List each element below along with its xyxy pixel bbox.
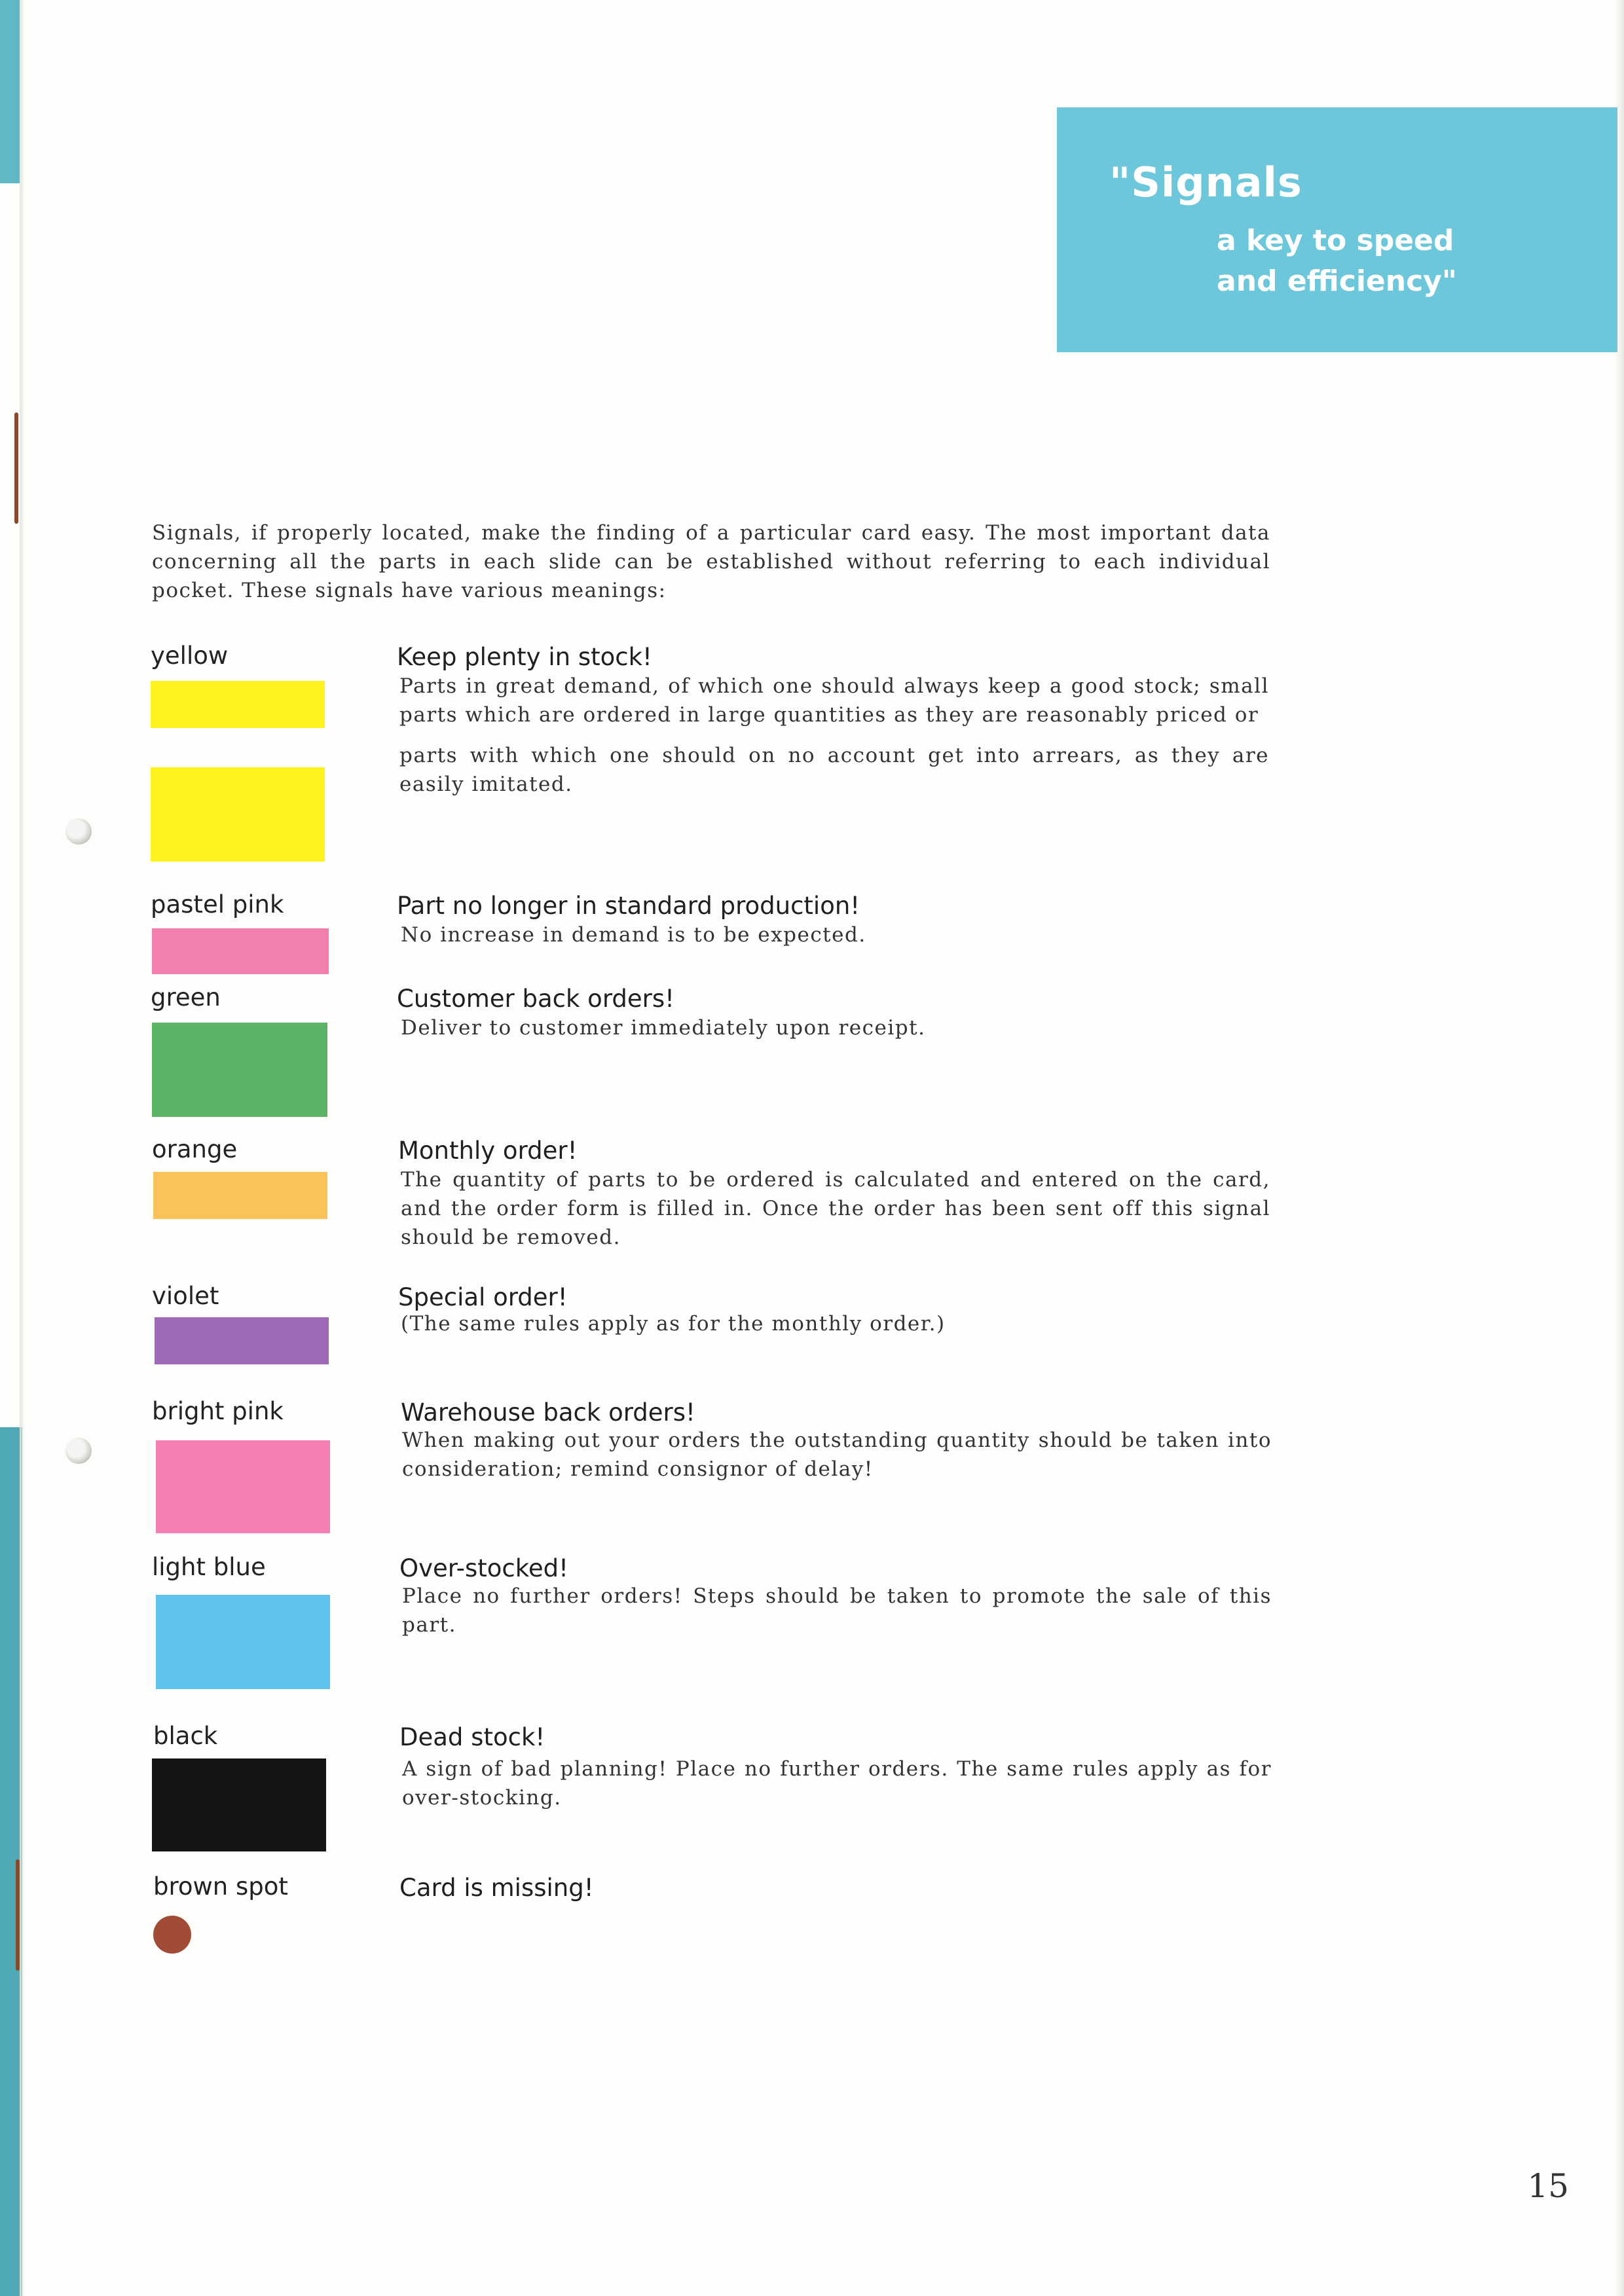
signal-heading-brown-spot: Card is missing!: [399, 1874, 594, 1902]
banner-subtitle-line1: a key to speed: [1217, 224, 1454, 257]
signal-heading-bright-pink: Warehouse back orders!: [401, 1398, 695, 1427]
swatch-brown-spot: [153, 1916, 191, 1954]
page-binding-shadow: [20, 0, 25, 2296]
signal-label-bright-pink: bright pink: [152, 1397, 284, 1425]
signal-text-pastel-pink: No increase in demand is to be expected.: [401, 923, 866, 947]
signal-label-brown-spot: brown spot: [153, 1872, 288, 1901]
signal-text-light-blue: Place no further orders! Steps should be taken to promote the sale of this part.: [402, 1584, 1272, 1637]
signal-heading-violet: Special order!: [398, 1283, 568, 1311]
signal-text-yellow-cont: parts with which one should on no account get into arrears, as they are easily imitated.: [399, 744, 1269, 796]
signal-label-orange: orange: [152, 1135, 238, 1163]
signal-text-bright-pink: When making out your orders the outstanding quantity should be taken into consideration; remind consignor of delay!: [402, 1429, 1272, 1481]
signal-label-green: green: [151, 983, 221, 1011]
signal-label-light-blue: light blue: [152, 1553, 266, 1581]
swatch-violet: [155, 1317, 329, 1364]
swatch-orange: [153, 1172, 327, 1219]
signal-heading-yellow: Keep plenty in stock!: [397, 643, 652, 671]
swatch-pastel-pink: [152, 928, 329, 974]
signal-heading-orange: Monthly order!: [398, 1137, 578, 1165]
staple-top: [14, 412, 18, 524]
intro-paragraph: Signals, if properly located, make the finding of a particular card easy. The most important data concerning all the parts in each slide can be established without referring to each individual pocket. These signals have various meanings:: [152, 521, 1270, 602]
signal-heading-black: Dead stock!: [399, 1723, 545, 1751]
signal-text-black: A sign of bad planning! Place no further orders. The same rules apply as for over-stocking.: [402, 1757, 1272, 1810]
signal-heading-green: Customer back orders!: [397, 985, 674, 1013]
signal-label-yellow: yellow: [151, 642, 229, 670]
signal-label-violet: violet: [152, 1282, 219, 1310]
page-edge-teal-top: [0, 0, 20, 183]
signal-text-orange: The quantity of parts to be ordered is calculated and entered on the card, and the order form is filled in. Once the order has been sent off this signal should be removed.: [401, 1168, 1270, 1249]
signal-text-green: Deliver to customer immediately upon receipt.: [401, 1016, 926, 1040]
banner-subtitle-line2: and efficiency": [1217, 264, 1457, 298]
swatch-green: [152, 1023, 327, 1117]
swatch-light-blue: [156, 1595, 330, 1689]
staple-bottom: [16, 1859, 20, 1971]
signal-label-pastel-pink: pastel pink: [151, 890, 284, 919]
banner-title: "Signals: [1109, 158, 1302, 206]
title-banner: [1057, 107, 1617, 352]
swatch-yellow-large: [151, 767, 325, 862]
page-number: 15: [1527, 2167, 1569, 2205]
punch-hole-lower: [65, 1438, 92, 1464]
signal-heading-pastel-pink: Part no longer in standard production!: [397, 892, 860, 920]
signal-label-black: black: [153, 1722, 218, 1750]
swatch-bright-pink: [156, 1440, 330, 1533]
swatch-yellow-small: [151, 681, 325, 728]
punch-hole-upper: [65, 818, 92, 845]
signal-heading-light-blue: Over-stocked!: [399, 1554, 568, 1582]
signal-text-violet: (The same rules apply as for the monthly order.): [401, 1312, 946, 1336]
signal-text-yellow: Parts in great demand, of which one should always keep a good stock; small parts which are ordered in large quantities as they are reasonably priced or: [399, 674, 1269, 727]
swatch-black: [152, 1758, 326, 1851]
